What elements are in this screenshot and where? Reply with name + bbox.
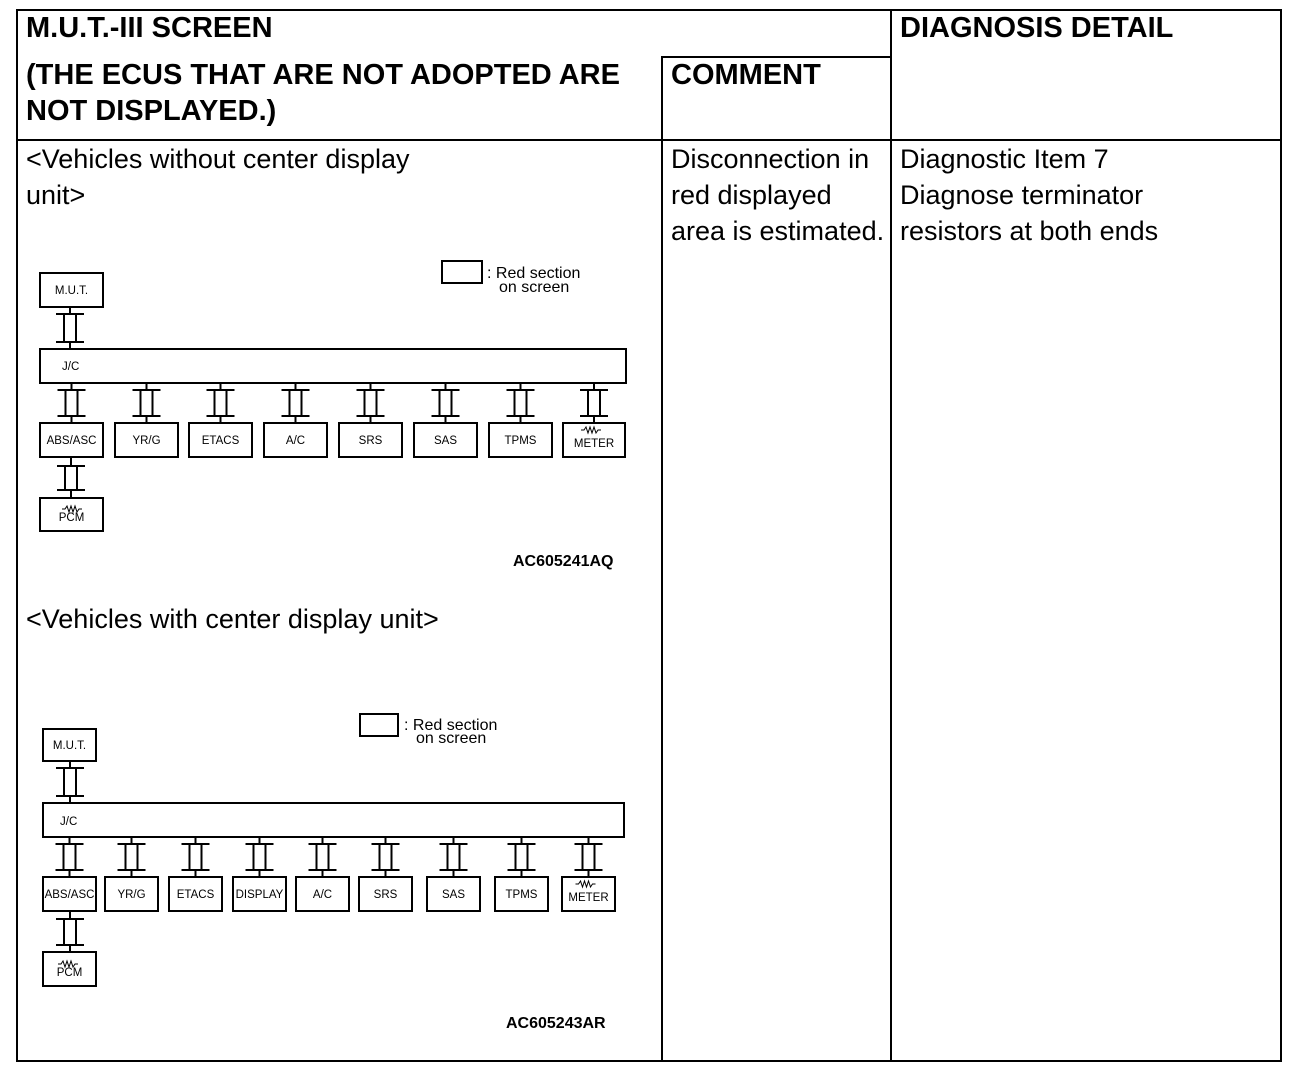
diagram1-connector-3 — [282, 383, 310, 423]
diagram2-mut-connector — [56, 761, 84, 803]
diagram2-connector-4 — [309, 837, 337, 877]
diagram2-ecu-display-label: DISPLAY — [235, 889, 284, 901]
diagram1-connector-4 — [357, 383, 385, 423]
diagram2-ecu-meter-label: METER — [568, 892, 609, 904]
diagram1-ecu-row — [40, 383, 625, 457]
diagram1-legend-line1: : Red section — [487, 265, 581, 282]
header-screen-title: M.U.T.-III SCREEN — [26, 12, 273, 44]
header-diagnosis-detail: DIAGNOSIS DETAIL — [900, 12, 1174, 44]
diagram2-connector-6 — [440, 837, 468, 877]
diagram2-figure-code: AC605243AR — [506, 1015, 606, 1032]
diagram2-ecu-etacs-label: ETACS — [176, 889, 215, 901]
diagram1-pcm-label: PCM — [58, 512, 85, 524]
diagram1-ecu-srs-label: SRS — [358, 435, 383, 447]
diagram2-ecu-row — [43, 837, 615, 911]
diagram1-ecu-yr-g-label: YR/G — [132, 435, 161, 447]
diagram1-connector-5 — [432, 383, 460, 423]
header-comment: COMMENT — [671, 59, 821, 91]
diagram1-ecu-abs-asc-label: ABS/ASC — [46, 435, 97, 447]
diagram1-connector-6 — [507, 383, 535, 423]
diagram2-mut-label: M.U.T. — [52, 740, 87, 752]
diagram1-jc-bar — [40, 349, 626, 383]
diagram2-legend-swatch — [360, 714, 398, 736]
diagram2-jc-label: J/C — [60, 816, 78, 828]
diagram2-legend-line1: : Red section — [404, 717, 498, 734]
diagram1-legend-line2: on screen — [499, 279, 570, 296]
diagram2-ecu-srs-label: SRS — [373, 889, 398, 901]
diagram1-ecu-sas-label: SAS — [433, 435, 458, 447]
diagram1-connector-2 — [207, 383, 235, 423]
diagram1-caption: <Vehicles without center display unit> — [26, 144, 410, 210]
diagram2-jc-bar — [43, 803, 624, 837]
diagram1-connector-7 — [580, 383, 608, 423]
header-screen-note: (THE ECUS THAT ARE NOT ADOPTED ARE NOT DISPLAYED.) — [26, 59, 620, 127]
diagram2-caption: <Vehicles with center display unit> — [26, 604, 439, 634]
diagram2-pcm-connector — [56, 911, 84, 952]
diagram1-legend-swatch — [442, 261, 482, 283]
diagram2-ecu-yr-g-label: YR/G — [117, 889, 146, 901]
diagram2-connector-8 — [575, 837, 603, 877]
diagram2-pcm-label: PCM — [56, 967, 83, 979]
diagram1-pcm-connector — [57, 458, 85, 498]
diagram1-ecu-a-c-label: A/C — [285, 435, 306, 447]
diagram2-ecu-tpms-label: TPMS — [505, 889, 538, 901]
diagram2-legend-line2: on screen — [416, 730, 487, 747]
diagram1-ecu-meter-label: METER — [573, 438, 615, 450]
diagram1-mut-label: M.U.T. — [54, 285, 89, 297]
diagnosis-description: Diagnose terminator resistors at both ends — [900, 180, 1159, 246]
diagram1-mut-connector — [56, 307, 84, 349]
diagram2-connector-7 — [508, 837, 536, 877]
diagram2-connector-0 — [56, 837, 84, 877]
diagram1-connector-0 — [58, 383, 86, 423]
diagram1-figure-code: AC605241AQ — [513, 553, 614, 570]
diagram2-connector-3 — [246, 837, 274, 877]
diagram1-jc-label: J/C — [62, 361, 80, 373]
diagram1-ecu-tpms-label: TPMS — [504, 435, 537, 447]
comment-text: Disconnection in red displayed area is estimated. — [671, 144, 885, 246]
diagram2-ecu-a-c-label: A/C — [312, 889, 333, 901]
diagram2-ecu-sas-label: SAS — [441, 889, 466, 901]
diagram2-connector-2 — [182, 837, 210, 877]
diagram1-connector-1 — [133, 383, 161, 423]
diagnosis-item: Diagnostic Item 7 — [900, 144, 1109, 174]
diagram1-ecu-etacs-label: ETACS — [201, 435, 240, 447]
diagram2-ecu-abs-asc-label: ABS/ASC — [44, 889, 95, 901]
diagram2-connector-5 — [372, 837, 400, 877]
diagram2-connector-1 — [118, 837, 146, 877]
